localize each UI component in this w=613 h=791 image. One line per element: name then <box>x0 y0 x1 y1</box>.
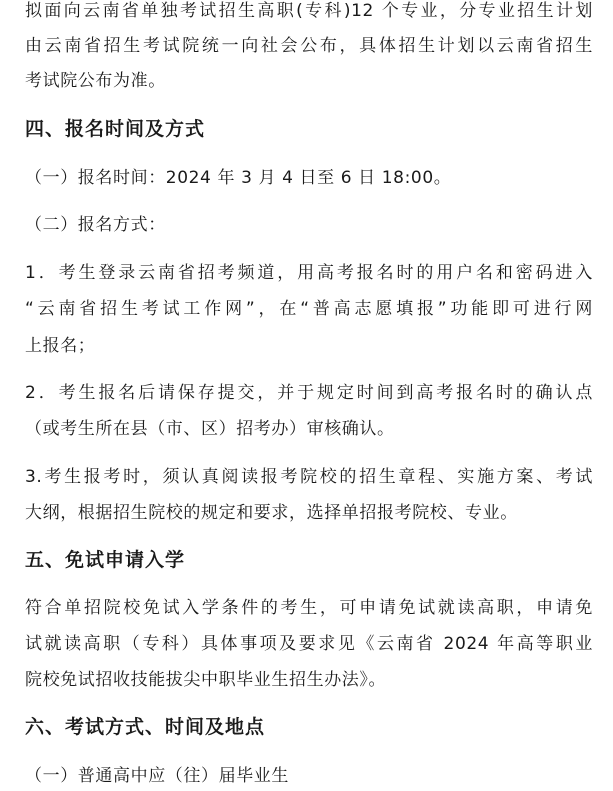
paragraph-line: （二）报名方式： <box>25 215 166 235</box>
paragraph-line: 考试院公布为准。 <box>25 71 166 91</box>
paragraph-line: 拟面向云南省单独考试招生高职(专科)12 个专业，分专业招生计划 <box>25 1 593 21</box>
paragraph-line: （或考生所在县（市、区）招考办）审核确认。 <box>25 419 395 439</box>
paragraph-line: 院校免试招收技能拔尖中职毕业生招生办法》。 <box>25 670 387 690</box>
paragraph-line: 3.考生报考时，须认真阅读报考院校的招生章程、实施方案、考试 <box>25 467 593 487</box>
paragraph-line: 由云南省招生考试院统一向社会公布，具体招生计划以云南省招生 <box>25 36 593 56</box>
paragraph-line: 1．考生登录云南省招考频道，用高考报名时的用户名和密码进入 <box>25 263 593 283</box>
paragraph-line: 试就读高职（专科）具体事项及要求见《云南省 2024 年高等职业 <box>25 634 593 654</box>
paragraph-line: （一）报名时间：2024 年 3 月 4 日至 6 日 18:00。 <box>25 168 452 188</box>
section-heading-5: 五、免试申请入学 <box>25 549 186 571</box>
paragraph-line: 2．考生报名后请保存提交，并于规定时间到高考报名时的确认点 <box>25 383 593 403</box>
section-heading-4: 四、报名时间及方式 <box>25 118 206 140</box>
paragraph-line: 符合单招院校免试入学条件的考生，可申请免试就读高职，申请免 <box>25 598 593 618</box>
section-heading-6: 六、考试方式、时间及地点 <box>25 716 266 738</box>
paragraph-line: 大纲，根据招生院校的规定和要求，选择单招报考院校、专业。 <box>25 503 518 523</box>
paragraph-line: 上报名； <box>25 336 96 356</box>
paragraph-line: “云南省招生考试工作网”，在“普高志愿填报”功能即可进行网 <box>25 299 593 319</box>
paragraph-line: （一）普通高中应（往）届毕业生 <box>25 766 289 786</box>
